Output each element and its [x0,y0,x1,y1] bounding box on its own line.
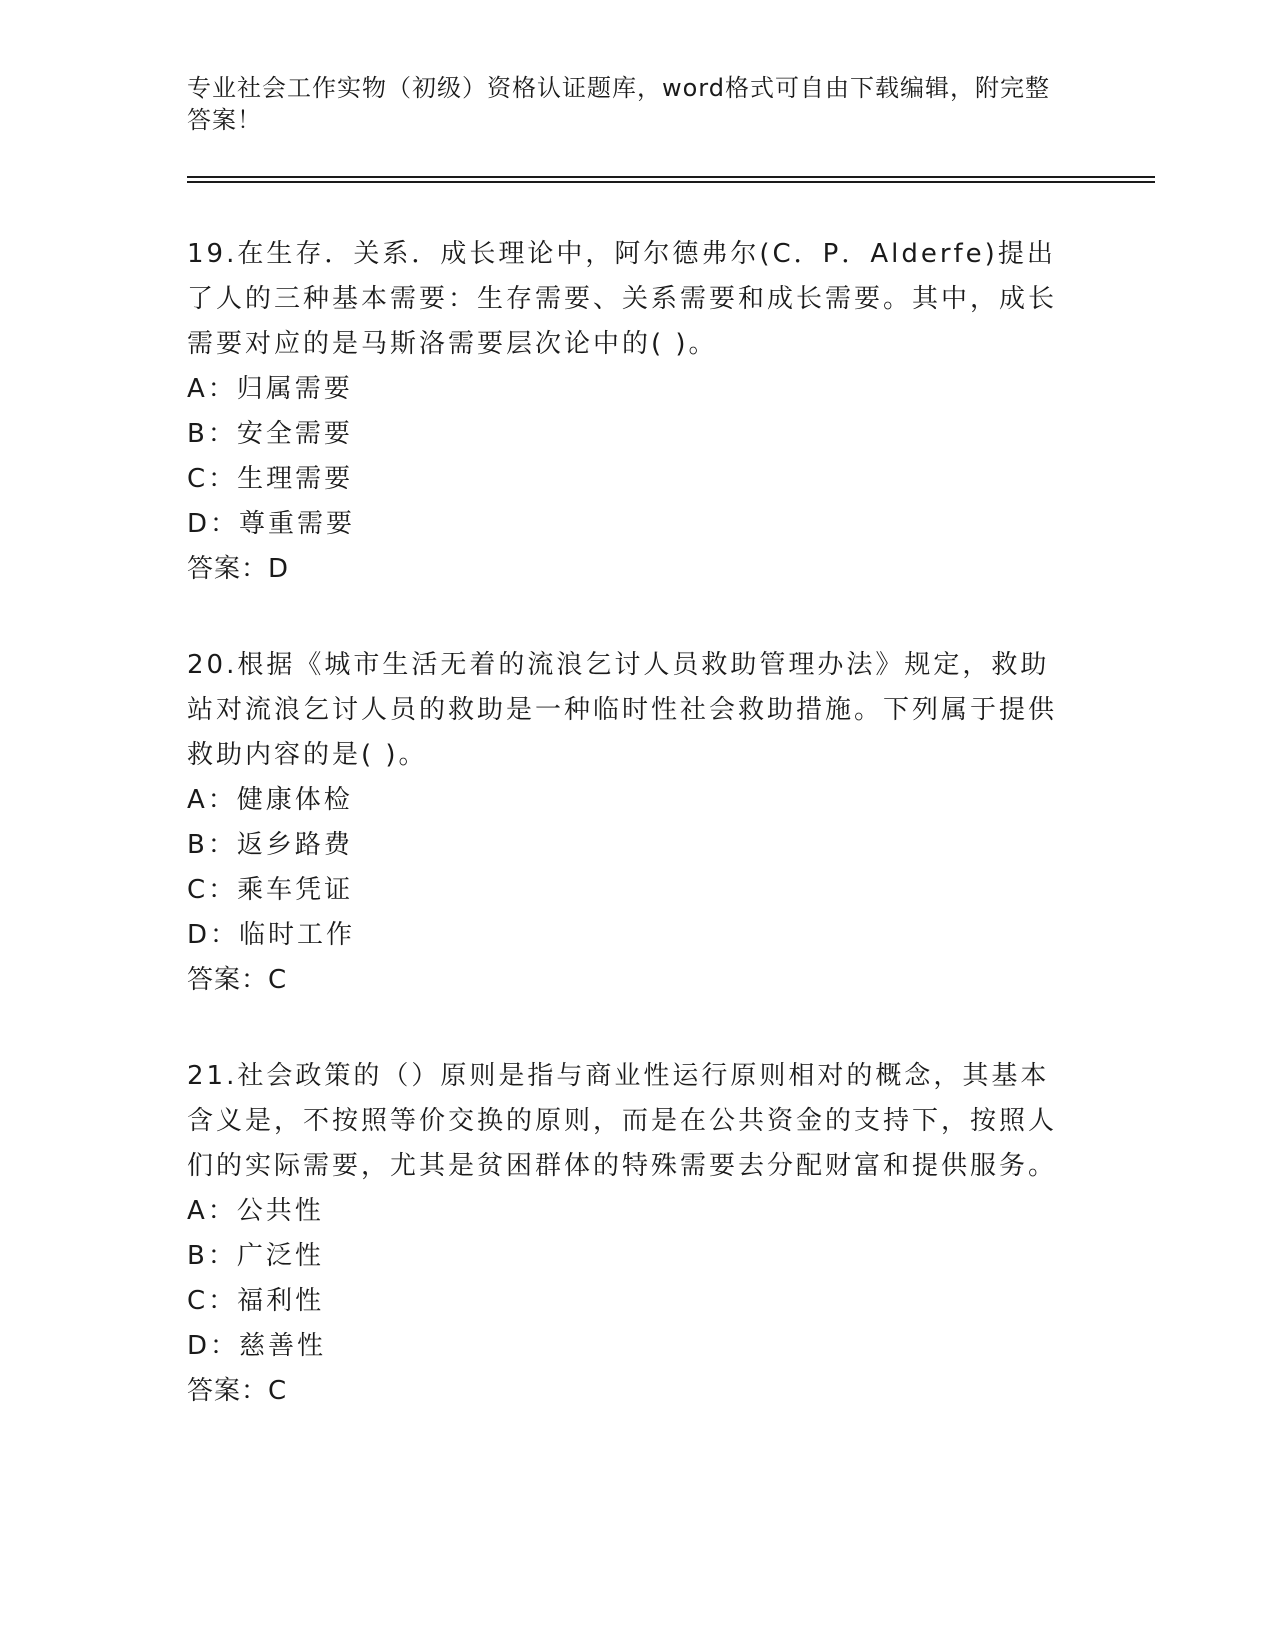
option-b: B：返乡路费 [187,830,353,860]
answer: 答案：C [187,1376,288,1406]
option-a: A：公共性 [187,1196,324,1226]
answer: 答案：C [187,965,288,995]
option-c: C：乘车凭证 [187,875,354,905]
option-a: A：健康体检 [187,785,353,815]
document-header: 专业社会工作实物（初级）资格认证题库，word格式可自由下载编辑，附完整答案！ [187,74,1050,134]
option-c: C：福利性 [187,1286,325,1316]
option-b: B：安全需要 [187,419,353,449]
option-d: D：临时工作 [187,920,356,950]
question-20 [187,643,1077,1003]
header-divider-top [187,176,1155,178]
question-stem: 21.社会政策的（）原则是指与商业性运行原则相对的概念，其基本含义是，不按照等价交换的原则，而是在公共资金的支持下，按照人们的实际需要，尤其是贫困群体的特殊需要去分配财富和提供服务。 [187,1061,1058,1181]
question-21 [187,1054,1077,1414]
option-d: D：尊重需要 [187,509,356,539]
option-b: B：广泛性 [187,1241,324,1271]
answer: 答案：D [187,554,290,584]
option-a: A：归属需要 [187,374,353,404]
option-d: D：慈善性 [187,1331,327,1361]
question-19 [187,232,1077,592]
option-c: C：生理需要 [187,464,354,494]
question-stem: 20.根据《城市生活无着的流浪乞讨人员救助管理办法》规定，救助站对流浪乞讨人员的救助是一种临时性社会救助措施。下列属于提供救助内容的是( )。 [187,650,1058,770]
question-stem: 19.在生存．关系．成长理论中，阿尔德弗尔(C．P．Alderfe)提出了人的三种基本需要：生存需要、关系需要和成长需要。其中，成长需要对应的是马斯洛需要层次论中的( )。 [187,239,1058,359]
header-divider-bottom [187,181,1155,183]
